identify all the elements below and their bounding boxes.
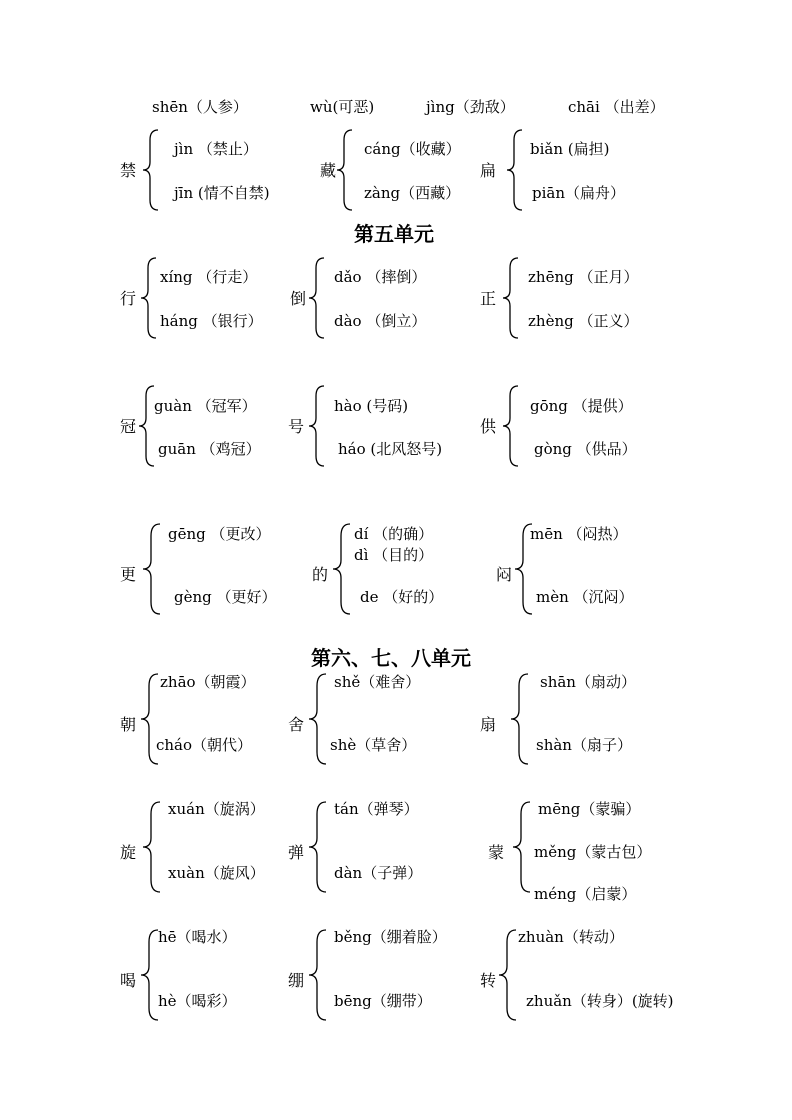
char-dan: 弹 xyxy=(288,843,305,862)
char-shan: 扇 xyxy=(480,715,497,734)
char-beng: 绷 xyxy=(288,971,305,990)
reading-bian-1: biǎn (扁担) xyxy=(530,140,610,158)
brace-xuan xyxy=(142,800,164,894)
brace-cang xyxy=(336,128,356,212)
reading-he-1: hē（喝水） xyxy=(158,928,237,946)
char-dao: 倒 xyxy=(290,289,307,308)
char-xing: 行 xyxy=(120,289,137,308)
section-5-title: 第五单元 xyxy=(354,222,434,246)
char-men: 闷 xyxy=(496,565,513,584)
reading-cang-2: zàng（西藏） xyxy=(364,184,461,202)
char-hao: 号 xyxy=(288,417,305,436)
reading-jin-2: jīn (情不自禁) xyxy=(174,184,270,202)
brace-xing xyxy=(140,256,160,340)
brace-meng xyxy=(512,800,534,894)
char-cang: 藏 xyxy=(320,161,337,180)
reading-dan-1: tán（弹琴） xyxy=(334,800,419,818)
char-zhuan: 转 xyxy=(480,971,497,990)
reading-xuan-1: xuán（旋涡） xyxy=(168,800,265,818)
reading-she-2: shè（草舍） xyxy=(330,736,417,754)
reading-dao-2: dào （倒立） xyxy=(334,312,427,330)
reading-gong-2: gòng （供品） xyxy=(534,440,637,458)
reading-zheng-1: zhēng （正月） xyxy=(528,268,639,286)
reading-cang-1: cáng（收藏） xyxy=(364,140,461,158)
reading-gong-1: gōng （提供） xyxy=(530,397,633,415)
char-chao: 朝 xyxy=(120,715,137,734)
brace-bian xyxy=(506,128,526,212)
reading-de-2: dì （目的） xyxy=(354,546,434,564)
brace-zheng xyxy=(502,256,522,340)
reading-de-1: dí （的确） xyxy=(354,525,434,543)
reading-zhuan-2: zhuǎn（转身）(旋转) xyxy=(526,992,674,1010)
reading-geng-1: gēng （更改） xyxy=(168,525,271,543)
reading-shan-2: shàn（扇子） xyxy=(536,736,632,754)
top-entry-chai: chāi （出差） xyxy=(568,98,665,116)
reading-xuan-2: xuàn（旋风） xyxy=(168,864,265,882)
brace-beng xyxy=(308,928,330,1022)
char-de: 的 xyxy=(312,565,329,584)
brace-gong xyxy=(502,384,522,468)
brace-dao xyxy=(308,256,328,340)
section-678-title: 第六、七、八单元 xyxy=(311,646,471,670)
reading-beng-2: bēng（绷带） xyxy=(334,992,432,1010)
brace-geng xyxy=(142,522,164,616)
top-entry-jing: jìng（劲敌） xyxy=(426,98,515,116)
reading-xing-1: xíng （行走） xyxy=(160,268,258,286)
char-gong: 供 xyxy=(480,417,497,436)
brace-hao xyxy=(308,384,328,468)
reading-meng-3: méng（启蒙） xyxy=(534,885,637,903)
char-bian: 扁 xyxy=(480,161,497,180)
reading-dao-1: dǎo （摔倒） xyxy=(334,268,427,286)
reading-meng-2: měng（蒙古包） xyxy=(534,843,652,861)
reading-men-2: mèn （沉闷） xyxy=(536,588,634,606)
reading-she-1: shě（难舍） xyxy=(334,673,421,691)
reading-beng-1: běng（绷着脸） xyxy=(334,928,447,946)
brace-shan xyxy=(510,672,532,766)
brace-zhuan xyxy=(498,928,520,1022)
reading-chao-1: zhāo（朝霞） xyxy=(160,673,256,691)
char-she: 舍 xyxy=(288,715,305,734)
reading-guan-2: guān （鸡冠） xyxy=(158,440,261,458)
char-he: 喝 xyxy=(120,971,137,990)
reading-chao-2: cháo（朝代） xyxy=(156,736,253,754)
reading-shan-1: shān（扇动） xyxy=(540,673,636,691)
reading-guan-1: guàn （冠军） xyxy=(154,397,257,415)
brace-she xyxy=(308,672,330,766)
top-entry-shen: shēn（人参） xyxy=(152,98,248,116)
top-entry-wu: wù(可恶) xyxy=(310,98,375,116)
reading-de-3: de （好的） xyxy=(360,588,444,606)
char-zheng: 正 xyxy=(480,289,497,308)
reading-zhuan-1: zhuàn（转动） xyxy=(518,928,624,946)
reading-xing-2: háng （银行） xyxy=(160,312,263,330)
char-guan: 冠 xyxy=(120,417,137,436)
reading-zheng-2: zhèng （正义） xyxy=(528,312,639,330)
reading-hao-1: hào (号码) xyxy=(334,397,409,415)
reading-bian-2: piān（扁舟） xyxy=(532,184,626,202)
brace-dan xyxy=(308,800,330,894)
reading-hao-2: háo (北风怒号) xyxy=(338,440,443,458)
reading-dan-2: dàn（子弹） xyxy=(334,864,423,882)
char-meng: 蒙 xyxy=(488,843,505,862)
char-geng: 更 xyxy=(120,565,137,584)
brace-de xyxy=(332,522,354,616)
brace-jin xyxy=(142,128,162,212)
reading-he-2: hè（喝彩） xyxy=(158,992,237,1010)
reading-geng-2: gèng （更好） xyxy=(174,588,277,606)
reading-jin-1: jìn （禁止） xyxy=(174,140,258,158)
reading-meng-1: mēng（蒙骗） xyxy=(538,800,641,818)
reading-men-1: mēn （闷热） xyxy=(530,525,628,543)
char-jin: 禁 xyxy=(120,161,137,180)
char-xuan: 旋 xyxy=(120,843,137,862)
